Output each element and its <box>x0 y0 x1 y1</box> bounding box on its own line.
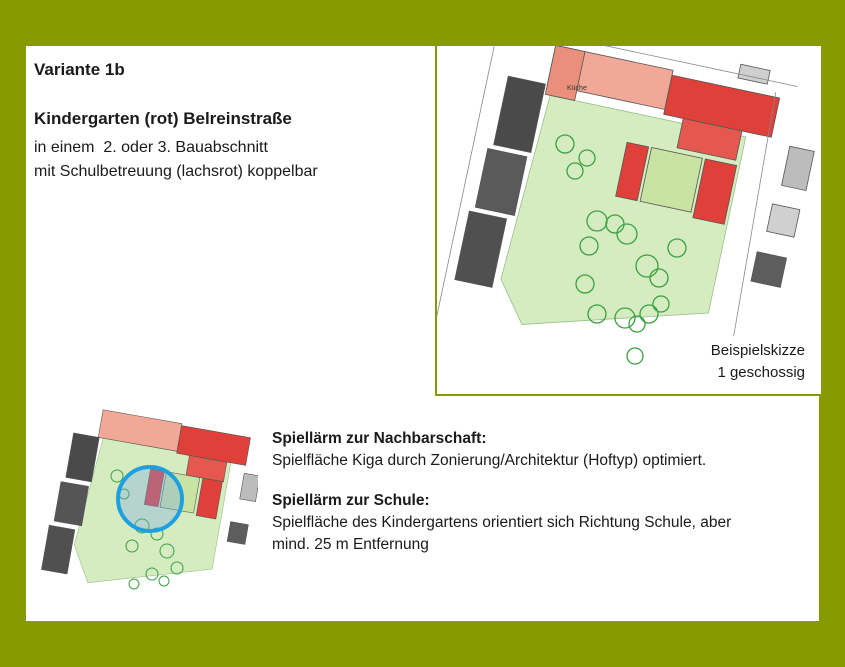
project-subtitle: Kindergarten (rot) Belreinstraße <box>34 109 292 128</box>
description-line: in einem 2. oder 3. Bauabschnitt <box>34 139 268 156</box>
noise-note-neighbourhood <box>272 428 812 472</box>
note-text: Spielfläche des Kindergartens orientiert sich Richtung Schule, aber <box>272 514 732 531</box>
description-line: mit Schulbetreuung (lachsrot) koppelbar <box>34 163 318 180</box>
project-description <box>34 136 318 184</box>
small-site-plan-sketch <box>32 406 258 604</box>
kitchen-label: Küche <box>567 85 587 92</box>
small-site-plan-drawing <box>32 406 258 604</box>
note-text: mind. 25 m Entfernung <box>272 536 429 553</box>
note-heading: Spiellärm zur Nachbarschaft: <box>272 430 487 447</box>
noise-note-school <box>272 490 812 556</box>
caption-line: 1 geschossig <box>717 364 805 381</box>
variant-title: Variante 1b <box>34 60 125 79</box>
sketch-caption <box>701 336 811 386</box>
noise-zone-circle <box>118 467 182 531</box>
note-text: Spielfläche Kiga durch Zonierung/Architektur (Hoftyp) optimiert. <box>272 452 707 469</box>
slide <box>26 46 819 621</box>
noise-notes <box>272 428 812 556</box>
site-plan-sketch <box>435 46 821 396</box>
note-heading: Spiellärm zur Schule: <box>272 492 430 509</box>
caption-line: Beispielskizze <box>710 342 805 359</box>
